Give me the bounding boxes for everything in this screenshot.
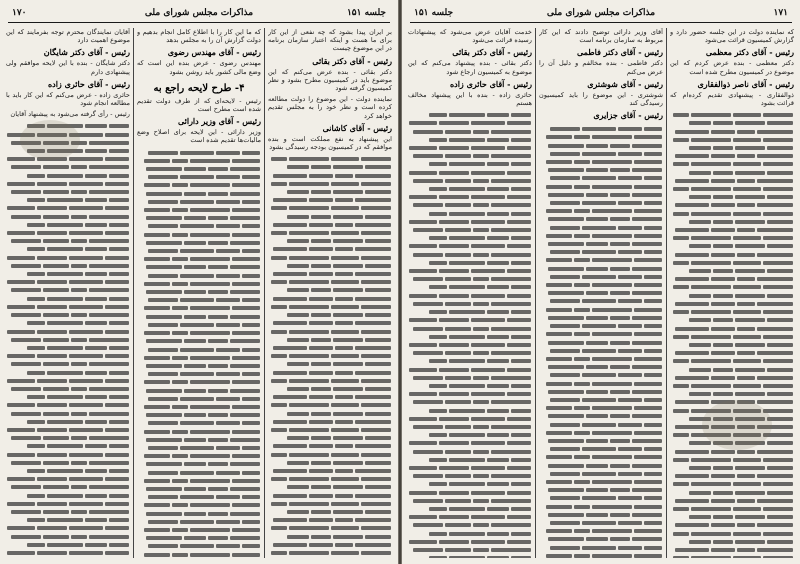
column-divider [264,28,265,558]
speaker-line: رئیس - آقای شوشتری [587,78,663,89]
paragraph: این پیشنهاد به نفع مملکت است و بنده موافقم که در کمیسیون بودجه رسیدگی بشود [268,134,392,152]
right-session-label: جلسه ۱۵۱ [414,8,454,18]
speaker-line: رئیس - آقای کاشانی [322,122,392,133]
dense-text-filler [539,125,663,558]
left-header-title: مذاکرات مجلس شورای ملی [144,8,254,18]
right-page [402,0,800,564]
left-column-1 [268,28,392,558]
paragraph: وزیر دارائی - این لایحه برای اصلاح وضع مالیات‌ها تقدیم شده است [137,128,261,145]
speaker-line: رئیس - آقای دکتر فاطمی [576,47,663,58]
paragraph: شوشتری - این موضوع را باید کمیسیون رسیدگی کند [539,90,663,108]
left-column-2 [137,28,261,558]
paragraph: دکتر شایگان - بنده با این لایحه موافقم ولی پیشنهادی دارم [6,59,130,76]
speaker-line: رئیس - آقای دکتر شایگان [43,47,130,58]
right-column-3 [408,28,532,558]
paragraph: که نماینده دولت در این جلسه حضور دارد و گزارش کمیسیون قرائت می‌شود [670,28,794,45]
paragraph: دکتر بقائی - بنده عرض می‌کنم که این موضوع باید در کمیسیون مطرح بشود و نظر کمیسیون گرفته شود [268,67,392,93]
column-divider [535,28,536,558]
paragraph: دکتر معظمی - بنده عرض کردم که این موضوع در کمیسیون مطرح شده است [670,59,794,76]
speaker-line: رئیس - آقای جزایری [593,110,663,121]
dense-text-filler [670,111,794,558]
paragraph: ذوالفقاری - پیشنهادی تقدیم کرده‌ام که قرائت بشود [670,90,794,108]
paragraph: رئیس - رأی گرفته می‌شود به پیشنهاد آقایان [10,110,130,119]
paragraph: حائری زاده - عرض می‌کنم که این کار باید با مطالعه انجام شود [6,90,130,108]
paragraph: که ما این کار را با اطلاع کامل انجام بدهیم و دولت گزارش آن را به مجلس بدهد [137,28,261,45]
speaker-line: رئیس - آقای دکتر بقائی [452,47,532,58]
paragraph: آقایان نمایندگان محترم توجه بفرمایند که این موضوع اهمیت دارد [6,28,130,45]
right-header-title: مذاکرات مجلس شورای ملی [546,8,656,18]
column-divider [133,28,134,558]
speaker-line: رئیس - آقای ناصر ذوالفقاری [697,78,794,89]
right-page-number: ۱۷۱ [773,8,788,18]
paragraph: خدمت آقایان عرض می‌شود که پیشنهادات رسیده قرائت می‌شود [408,28,532,45]
speaker-line: رئیس - آقای حائری زاده [449,78,532,89]
paragraph: آقای وزیر دارائی توضیح دادند که این کار مربوط به سازمان برنامه است [539,28,663,45]
paragraph: رئیس - لایحه‌ای که از طرف دولت تقدیم شده است مطرح است [137,96,261,114]
paragraph: مهندس رضوی - عرض بنده این است که وضع مالی کشور باید روشن بشود [137,59,261,76]
paragraph: حائری زاده - بنده با این پیشنهاد مخالف هستم [408,90,532,108]
speaker-line: رئیس - آقای دکتر بقائی [312,55,392,66]
dense-text-filler [6,122,130,558]
dense-text-filler [408,111,532,558]
right-column-1 [670,28,794,558]
speaker-line: رئیس - آقای حائری زاده [47,78,130,89]
paragraph: بر ایران پیدا بشود که چه نفعی از این کار برای ما هست و اینکه اعتبار سازمان برنامه در این موضوع چیست [268,28,392,53]
left-running-head [8,6,390,23]
section-heading: ۴- طرح لایحه راجع به [153,82,245,94]
paragraph: دکتر فاطمی - بنده مخالفم و دلیل آن را عرض می‌کنم [539,59,663,76]
column-divider [666,28,667,558]
speaker-line: رئیس - آقای دکتر معظمی [705,47,794,58]
right-column-2 [539,28,663,558]
left-page-number: ۱۷۰ [12,8,27,18]
dense-text-filler [268,155,392,558]
right-running-head [410,6,792,23]
left-session-label: جلسه ۱۵۱ [346,8,386,18]
left-column-3 [6,28,130,558]
speaker-line: رئیس - آقای مهندس رضوی [167,47,261,58]
paragraph: دکتر بقائی - بنده پیشنهاد می‌کنم که این موضوع به کمیسیون ارجاع شود [408,59,532,76]
speaker-line: رئیس - آقای وزیر دارائی [177,116,261,127]
left-page [0,0,398,564]
paragraph: نماینده دولت - این موضوع را دولت مطالعه کرده است و نظر خود را به مجلس تقدیم خواهد کرد [268,95,392,120]
dense-text-filler [137,149,261,558]
